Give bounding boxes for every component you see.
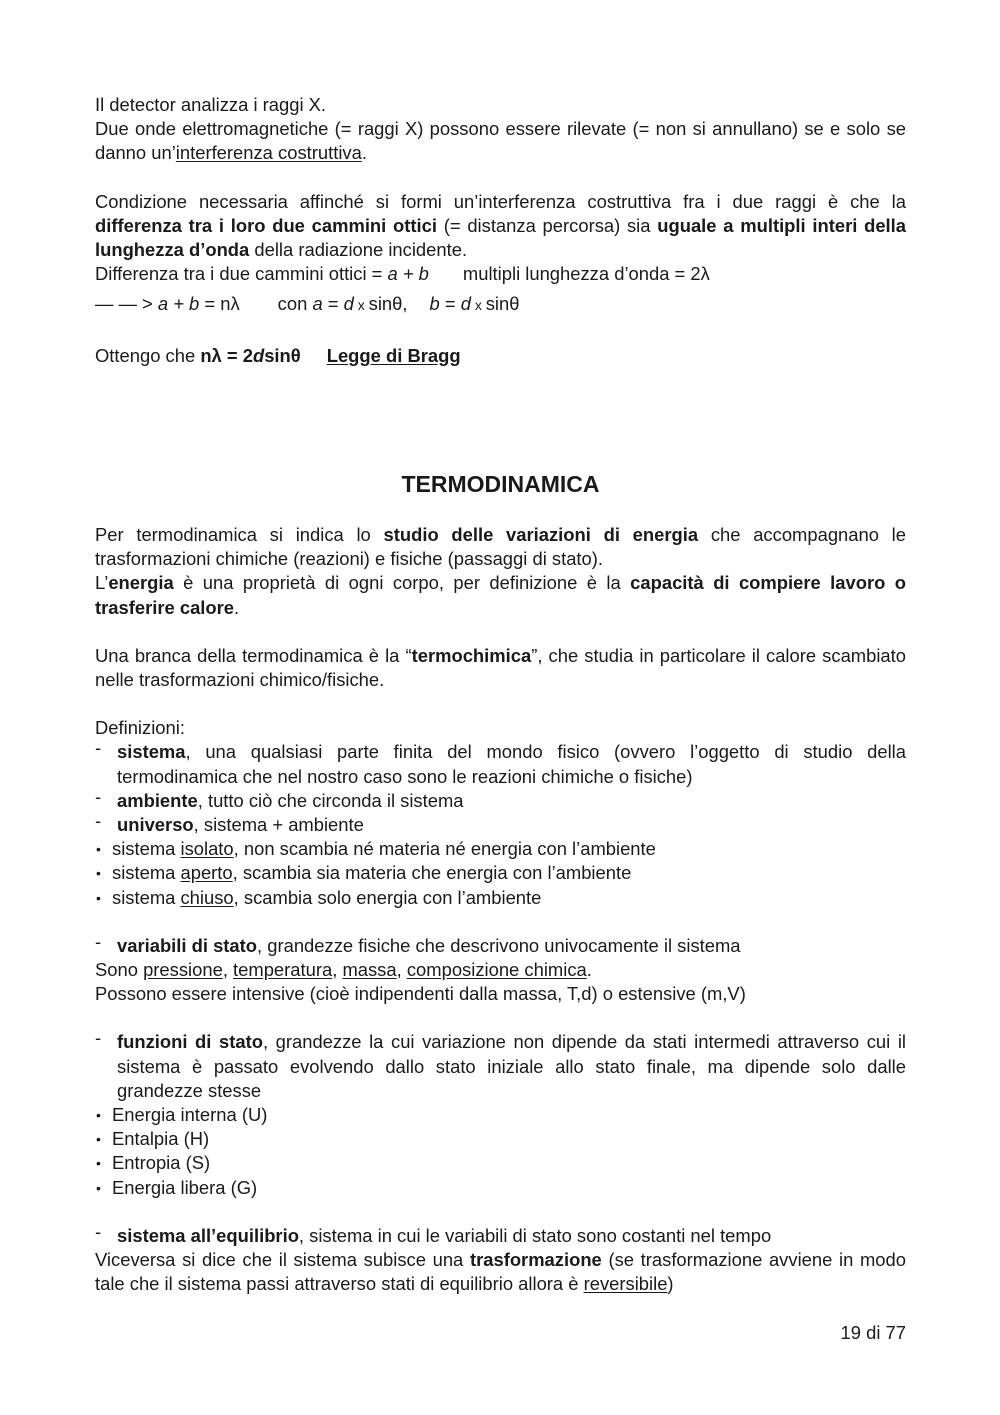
text: , — [396, 959, 407, 981]
text: sistema — [112, 886, 181, 908]
bold-term: uguale a multipli interi della lunghezza d’onda — [95, 214, 906, 261]
section-termodinamica — [95, 523, 906, 1296]
bullet-item: • Entropia (S) — [95, 1151, 906, 1175]
text: Una branca della termodinamica è la “ — [95, 644, 412, 666]
underlined-term: temperatura — [233, 959, 333, 981]
arrow: — — > — [95, 293, 158, 315]
bullet-item: • Energia libera (G) — [95, 1176, 906, 1200]
bold-term: trasformazione — [469, 1249, 602, 1271]
definizioni-heading: Definizioni: — [95, 717, 185, 739]
list-item — [95, 934, 906, 958]
bold-term: termochimica — [411, 644, 532, 666]
formula-line — [95, 292, 906, 317]
text: è una proprietà di ogni corpo, per definizione è la — [173, 572, 631, 594]
section-title: TERMODINAMICA — [401, 471, 600, 497]
text: , non scambia né materia né energia con l’ambiente — [233, 838, 656, 860]
math-var: a — [312, 293, 323, 315]
bold-term: funzioni di stato — [117, 1031, 263, 1053]
math-var: d — [460, 293, 471, 315]
text: Condizione necessaria affinché si formi un’interferenza costruttiva fra i due raggi è che la — [95, 190, 906, 212]
bullet-item — [95, 886, 906, 910]
bullet-item — [95, 861, 906, 885]
text: sistema — [112, 862, 181, 884]
underlined-term: interferenza costruttiva — [175, 142, 362, 164]
text: (se trasformazione avviene in modo tale che il sistema passi attraverso stati di equilibrio allora è — [95, 1249, 906, 1295]
underlined-term: reversibile — [583, 1273, 668, 1295]
list-item — [95, 740, 906, 788]
bragg-equation: sinθ — [264, 344, 301, 366]
text: (= distanza percorsa) sia — [436, 214, 658, 236]
text: sinθ — [485, 293, 520, 315]
text: sinθ, — [368, 293, 408, 315]
text: della radiazione incidente. — [249, 239, 468, 261]
text: Il detector analizza i raggi X. — [95, 94, 327, 115]
text: = — [439, 293, 461, 315]
text: , tutto ciò che circonda il sistema — [197, 789, 464, 811]
bold-term: ambiente — [117, 789, 198, 811]
bold-term: studio delle variazioni di energia — [383, 524, 699, 545]
text: Differenza tra i due cammini ottici = — [95, 263, 388, 285]
bold-term: universo — [117, 814, 194, 836]
math-var: d — [252, 344, 265, 366]
bold-term: sistema — [117, 741, 186, 763]
text: Due onde elettromagnetiche (= raggi X) possono essere rilevate (= non si annullano) se e solo se danno un’ — [95, 118, 906, 164]
bullet-item — [95, 837, 906, 861]
underlined-term: pressione — [143, 959, 223, 981]
text: Viceversa si dice che il sistema subisce una — [95, 1249, 470, 1271]
text: , grandezze la cui variazione non dipende da stati intermedi attraverso cui il sistema è passato evolvendo dallo stato iniziale allo stato finale, ma dipende solo dalle grandezze stesse — [117, 1031, 906, 1101]
bold-term: sistema all’equilibrio — [117, 1224, 299, 1246]
paragraph-definizione — [95, 523, 906, 571]
text: , — [222, 959, 234, 981]
legge-di-bragg-label: Legge di Bragg — [326, 344, 461, 366]
text: , grandezze fisiche che descrivono univocamente il sistema — [257, 934, 741, 956]
underlined-term: aperto — [180, 862, 233, 884]
text: , scambia sia materia che energia con l’ambiente — [232, 862, 632, 884]
bold-term: variabili di stato — [117, 934, 258, 956]
math-var: d — [343, 293, 354, 315]
math-expr: a + b — [157, 293, 200, 315]
bullet-item: • Entalpia (H) — [95, 1127, 906, 1151]
bullet-item: • Energia interna (U) — [95, 1103, 906, 1127]
text: L’ — [95, 572, 109, 594]
underlined-term: composizione chimica — [406, 959, 587, 981]
paragraph-energia — [95, 571, 906, 619]
text: , sistema + ambiente — [193, 814, 364, 836]
text: . — [361, 142, 367, 164]
text: Ottengo che — [95, 344, 201, 366]
underlined-term: massa — [342, 959, 397, 981]
paragraph-termochimica — [95, 644, 906, 692]
underlined-term: isolato — [180, 838, 234, 860]
bragg-equation: nλ = 2 — [200, 344, 253, 366]
text: multipli lunghezza d’onda = 2λ — [462, 263, 710, 285]
text: . — [234, 596, 240, 618]
text: x — [470, 297, 486, 314]
math-expr: = nλ — [199, 293, 240, 315]
paragraph-differenza — [95, 262, 906, 286]
underlined-term: chiuso — [180, 886, 234, 908]
list-item — [95, 813, 906, 837]
text: ”, che studia in particolare il calore scambiato nelle trasformazioni chimico/fisiche. — [95, 644, 907, 691]
paragraph-condizione — [95, 190, 906, 263]
list-item — [95, 1224, 906, 1248]
paragraph-detector — [95, 93, 906, 117]
page-number: 19 di 77 — [840, 1322, 906, 1343]
document-page — [95, 93, 907, 1295]
text: con — [277, 293, 313, 315]
text: = — [322, 293, 344, 315]
text: che accompagnano le trasformazioni chimiche (reazioni) e fisiche (passaggi di stato). — [95, 524, 907, 570]
paragraph-onde — [95, 117, 906, 165]
math-expr: a + b — [387, 263, 429, 285]
text: , scambia solo energia con l’ambiente — [233, 886, 542, 908]
text: x — [353, 297, 369, 314]
text: sistema — [112, 838, 181, 860]
paragraph-sono — [95, 958, 906, 982]
paragraph-viceversa — [95, 1248, 906, 1296]
bold-term: energia — [108, 572, 174, 594]
paragraph-bragg — [95, 344, 906, 368]
list-item — [95, 789, 906, 813]
text: . — [586, 959, 592, 981]
text: ) — [667, 1273, 674, 1295]
bold-term: differenza tra i loro due cammini ottici — [95, 214, 437, 236]
math-var: b — [429, 293, 440, 315]
paragraph-possono: Possono essere intensive (cioè indipendenti dalla massa, T,d) o estensive (m,V) — [95, 983, 746, 1005]
text: Sono — [95, 959, 144, 981]
list-item — [95, 1030, 906, 1103]
text: , — [332, 959, 343, 981]
bold-term: capacità di compiere lavoro o trasferire calore — [95, 572, 906, 618]
text: , sistema in cui le variabili di stato sono costanti nel tempo — [298, 1224, 772, 1246]
text: Per termodinamica si indica lo — [95, 524, 384, 545]
text: , una qualsiasi parte finita del mondo fisico (ovvero l’oggetto di studio della termodinamica che nel nostro caso sono le reazioni chimiche o fisiche) — [117, 741, 906, 787]
